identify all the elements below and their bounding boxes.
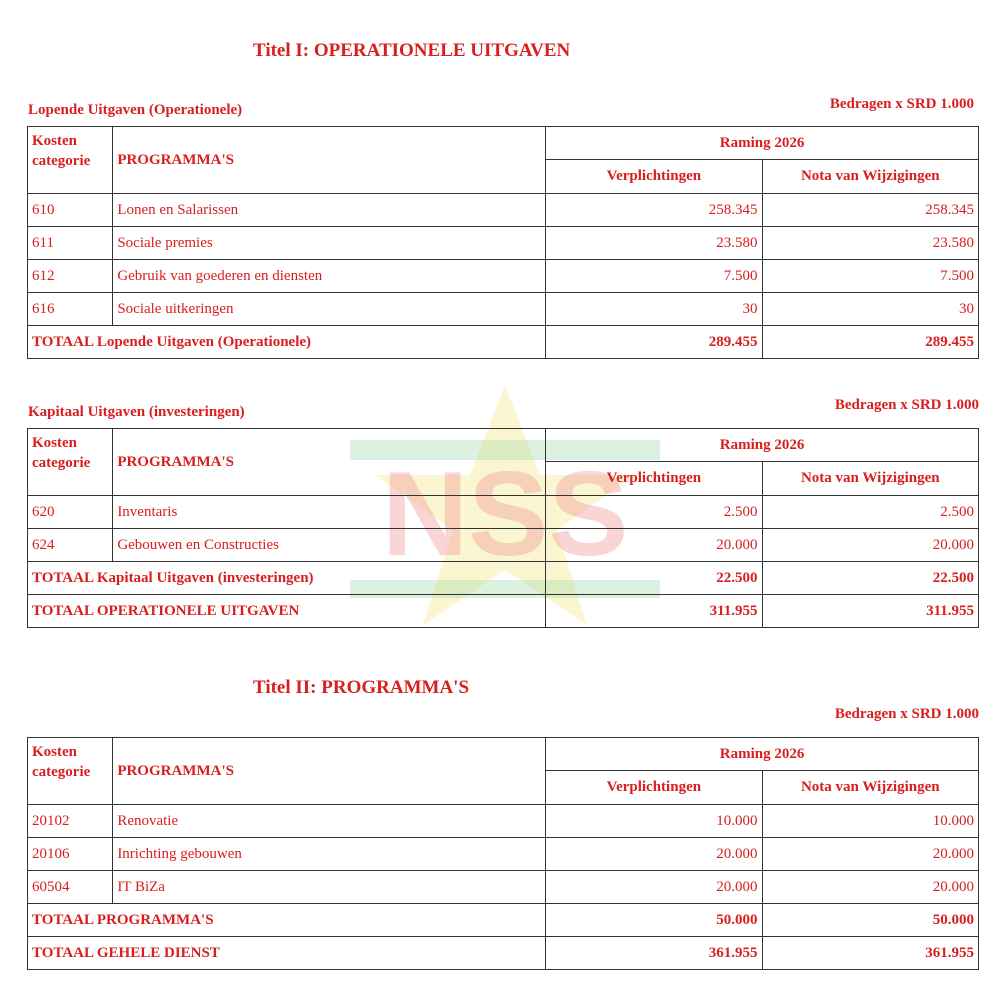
- header-kosten-categorie: Kosten categorie: [28, 738, 113, 805]
- total-label: TOTAAL PROGRAMMA'S: [28, 904, 546, 937]
- table-row: [28, 871, 979, 904]
- header-raming: Raming 2026: [546, 127, 979, 160]
- watermark-text: NSS: [381, 447, 629, 581]
- cell-verplichtingen: 20.000: [546, 871, 762, 904]
- cell-code: 60504: [28, 871, 113, 904]
- total-label: TOTAAL GEHELE DIENST: [28, 937, 546, 970]
- table-row: [28, 496, 979, 529]
- total-label: TOTAAL OPERATIONELE UITGAVEN: [28, 595, 546, 628]
- total-verplichtingen: 289.455: [546, 326, 762, 359]
- table-row: [28, 227, 979, 260]
- header-verplichtingen: Verplichtingen: [546, 160, 762, 194]
- total-label: TOTAAL Lopende Uitgaven (Operationele): [28, 326, 546, 359]
- header-programmas: PROGRAMMA'S: [113, 738, 546, 805]
- total-row: [28, 904, 979, 937]
- cell-nota: 2.500: [762, 496, 978, 529]
- total-nota: 289.455: [762, 326, 978, 359]
- header-programmas: PROGRAMMA'S: [113, 429, 546, 496]
- cell-verplichtingen: 10.000: [546, 805, 762, 838]
- total-verplichtingen: 22.500: [546, 562, 762, 595]
- title-operational: Titel I: OPERATIONELE UITGAVEN: [253, 40, 571, 61]
- table-row: [28, 529, 979, 562]
- cell-nota: 20.000: [762, 838, 978, 871]
- cell-nota: 20.000: [762, 871, 978, 904]
- cell-code: 20106: [28, 838, 113, 871]
- total-verplichtingen: 361.955: [546, 937, 762, 970]
- table-programmas: [27, 737, 979, 970]
- cell-code: 616: [28, 293, 113, 326]
- cell-code: 624: [28, 529, 113, 562]
- total-nota: 311.955: [762, 595, 978, 628]
- table-kapitaal-uitgaven: [27, 428, 979, 628]
- cell-verplichtingen: 23.580: [546, 227, 762, 260]
- cell-program: Gebruik van goederen en diensten: [113, 260, 546, 293]
- title-programmas: Titel II: PROGRAMMA'S: [253, 677, 470, 698]
- table-row: [28, 260, 979, 293]
- header-nota: Nota van Wijzigingen: [762, 462, 978, 496]
- header-verplichtingen: Verplichtingen: [546, 771, 762, 805]
- total-nota: 50.000: [762, 904, 978, 937]
- header-kosten-categorie: Kosten categorie: [28, 429, 113, 496]
- cell-code: 620: [28, 496, 113, 529]
- total-verplichtingen: 311.955: [546, 595, 762, 628]
- total-row: [28, 562, 979, 595]
- header-programmas: PROGRAMMA'S: [113, 127, 546, 194]
- cell-code: 610: [28, 194, 113, 227]
- header-raming: Raming 2026: [546, 738, 979, 771]
- unit-label-lopende: Bedragen x SRD 1.000: [829, 96, 974, 112]
- cell-program: Gebouwen en Constructies: [113, 529, 546, 562]
- total-nota: 22.500: [762, 562, 978, 595]
- table-row: [28, 194, 979, 227]
- cell-nota: 20.000: [762, 529, 978, 562]
- header-nota: Nota van Wijzigingen: [762, 160, 978, 194]
- section-label-kapitaal: Kapitaal Uitgaven (investeringen): [28, 404, 245, 420]
- cell-code: 20102: [28, 805, 113, 838]
- cell-program: IT BiZa: [113, 871, 546, 904]
- cell-nota: 10.000: [762, 805, 978, 838]
- table-row: [28, 838, 979, 871]
- cell-nota: 258.345: [762, 194, 978, 227]
- unit-label-kapitaal: Bedragen x SRD 1.000: [834, 397, 979, 413]
- cell-program: Lonen en Salarissen: [113, 194, 546, 227]
- cell-program: Sociale uitkeringen: [113, 293, 546, 326]
- header-nota: Nota van Wijzigingen: [762, 771, 978, 805]
- cell-program: Inventaris: [113, 496, 546, 529]
- total-row: [28, 326, 979, 359]
- total-verplichtingen: 50.000: [546, 904, 762, 937]
- cell-nota: 30: [762, 293, 978, 326]
- cell-program: Inrichting gebouwen: [113, 838, 546, 871]
- cell-verplichtingen: 258.345: [546, 194, 762, 227]
- cell-verplichtingen: 2.500: [546, 496, 762, 529]
- table-row: [28, 293, 979, 326]
- cell-code: 611: [28, 227, 113, 260]
- cell-nota: 7.500: [762, 260, 978, 293]
- header-kosten-categorie: Kosten categorie: [28, 127, 113, 194]
- header-raming: Raming 2026: [546, 429, 979, 462]
- section-label-lopende: Lopende Uitgaven (Operationele): [28, 102, 243, 118]
- cell-verplichtingen: 20.000: [546, 529, 762, 562]
- cell-code: 612: [28, 260, 113, 293]
- cell-program: Renovatie: [113, 805, 546, 838]
- cell-nota: 23.580: [762, 227, 978, 260]
- unit-label-programmas: Bedragen x SRD 1.000: [834, 706, 979, 722]
- total-label: TOTAAL Kapitaal Uitgaven (investeringen): [28, 562, 546, 595]
- cell-verplichtingen: 30: [546, 293, 762, 326]
- total-nota: 361.955: [762, 937, 978, 970]
- cell-verplichtingen: 20.000: [546, 838, 762, 871]
- table-row: [28, 805, 979, 838]
- total-row: [28, 595, 979, 628]
- cell-program: Sociale premies: [113, 227, 546, 260]
- total-row: [28, 937, 979, 970]
- table-lopende-uitgaven: [27, 126, 979, 359]
- cell-verplichtingen: 7.500: [546, 260, 762, 293]
- header-verplichtingen: Verplichtingen: [546, 462, 762, 496]
